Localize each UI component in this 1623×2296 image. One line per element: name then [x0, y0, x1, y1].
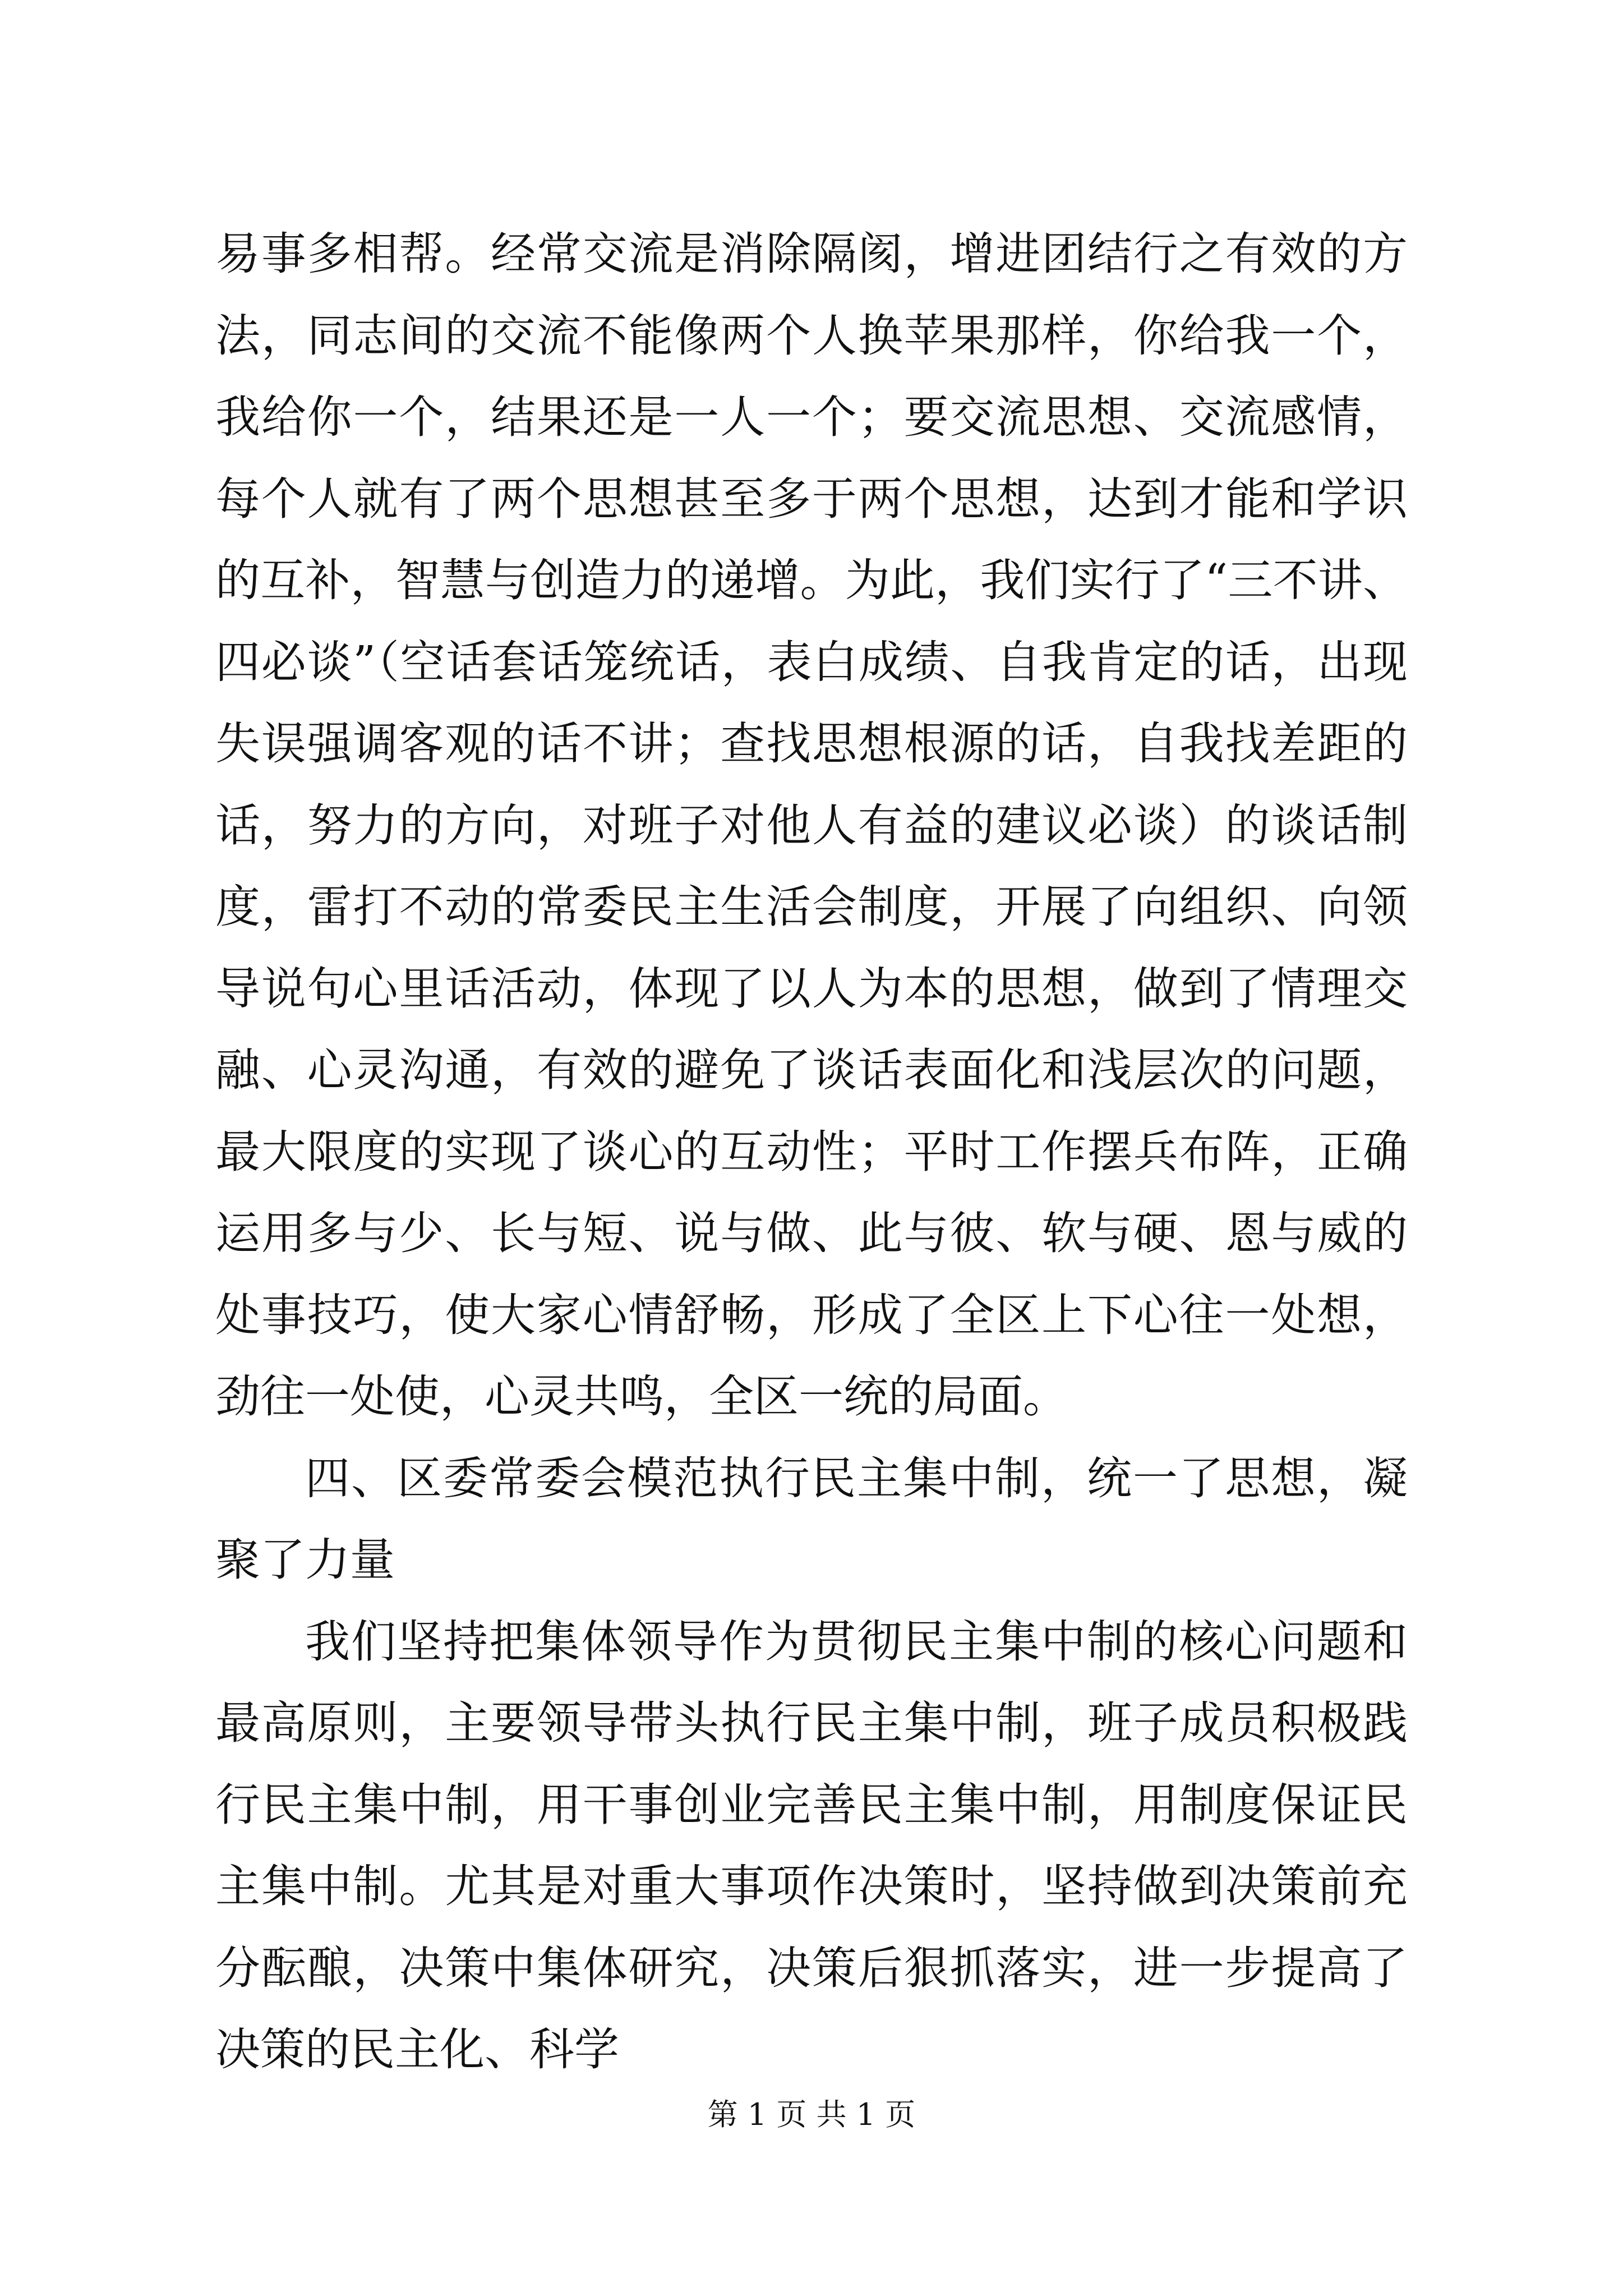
section-heading-four: 四、区委常委会模范执行民主集中制，统一了思想，凝聚了力量	[215, 1452, 1408, 1586]
page-number-footer: 第 1 页 共 1 页	[707, 2097, 916, 2132]
paragraph-collective-leadership: 我们坚持把集体领导作为贯彻民主集中制的核心问题和最高原则，主要领导带头执行民主集中制，班子成员积极践行民主集中制，用干事创业完善民主集中制，用制度保证民主集中制。尤其是对重大事项作决策时，坚持做到决策前充分酝酿，决策中集体研究，决策后狠抓落实，进一步提高了决策的民主化、科学	[215, 1615, 1408, 2076]
document-body	[215, 213, 1408, 2091]
paragraph-continuation: 易事多相帮。经常交流是消除隔阂，增进团结行之有效的方法，同志间的交流不能像两个人换苹果那样，你给我一个，我给你一个，结果还是一人一个；要交流思想、交流感情，每个人就有了两个思想甚至多于两个思想，达到才能和学识的互补，智慧与创造力的递增。为此，我们实行了“三不讲、四必谈”（空话套话笼统话，表白成绩、自我肯定的话，出现失误强调客观的话不讲；查找思想根源的话，自我找差距的话，努力的方向，对班子对他人有益的建议必谈）的谈话制度，雷打不动的常委民主生活会制度，开展了向组织、向领导说句心里话活动，体现了以人为本的思想，做到了情理交融、心灵沟通，有效的避免了谈话表面化和浅层次的问题，最大限度的实现了谈心的互动性；平时工作摆兵布阵，正确运用多与少、长与短、说与做、此与彼、软与硬、恩与威的处事技巧，使大家心情舒畅，形成了全区上下心往一处想，劲往一处使，心灵共鸣，全区一统的局面。	[215, 228, 1408, 1423]
